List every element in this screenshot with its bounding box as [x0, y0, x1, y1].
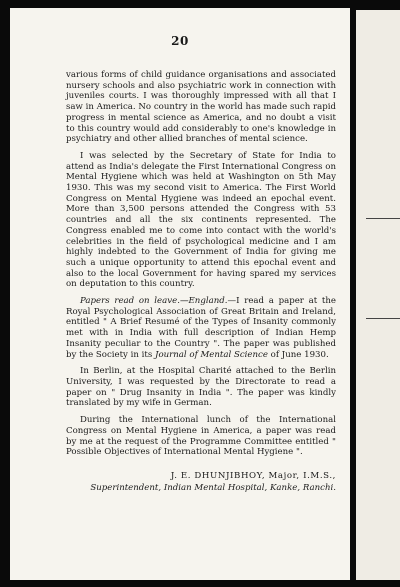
- signature-title: Superintendent, Indian Mental Hospital, Kanke, Ranchi.: [90, 482, 336, 493]
- facing-page-rule: [366, 318, 400, 319]
- document-page: [10, 8, 350, 580]
- papers-england-text-end: of June 1930.: [267, 349, 329, 360]
- paragraph-congress-delegate: I was selected by the Secretary of State for India to attend as India's delegate the First International Congress on Mental Hygiene which was held at Washington on 5th May 1930. This was my second visit to America. The First World Congress on Mental Hygiene was indeed an epochal event. More than 3,500 persons attended the Congress with 53 countries and all the six continents represented. The Congress enabled me to come into contact with the world's celebrities in the field of psychological medicine and I am highly indebted to the Government of India for giving me such a unique opportunity to attend this epochal event and also to the local Government for having spared my services on deputation to this country.: [66, 150, 336, 290]
- paragraph-berlin: In Berlin, at the Hospital Charité attached to the Berlin University, I was requested by the Directorate to read a paper on " Drug Insanity in India ". The paper was kindly translated by my wife in German.: [66, 366, 336, 409]
- papers-read-heading: Papers read on leave.—England.: [80, 296, 228, 307]
- papers-england-text: —I read a paper at the Royal Psychological Association of Great Britain and Ireland, entitled " A Brief Resumé of the Types of Insanity commonly met with in India with full description of Indian Hemp Insanity peculiar to the Country ". The paper was published by the Society in its: [66, 296, 337, 360]
- signature-name: J. E. DHUNJIBHOY, Major, I.M.S.,: [170, 470, 336, 481]
- paragraph-papers-england: [66, 296, 336, 360]
- page-number: 20: [171, 34, 189, 48]
- signature-block: [66, 470, 336, 494]
- body-text: [66, 70, 336, 494]
- facing-page-edge: [356, 10, 400, 580]
- paragraph-international-lunch: During the International lunch of the International Congress on Mental Hygiene in America, a paper was read by me at the request of the Programme Committee entitled " Possible Objectives of International Mental Hygiene ".: [66, 415, 336, 458]
- journal-title: Journal of Mental Science: [155, 349, 268, 360]
- facing-page-rule: [366, 218, 400, 219]
- paragraph-america-visit: various forms of child guidance organisations and associated nursery schools and also psychiatric work in connection with juveniles courts. I was thoroughly impressed with all that I saw in America. No country in the world has made such rapid progress in mental science as America, and no doubt a visit to this country would add considerably to one's knowledge in psychiatry and other allied branches of mental science.: [66, 70, 336, 145]
